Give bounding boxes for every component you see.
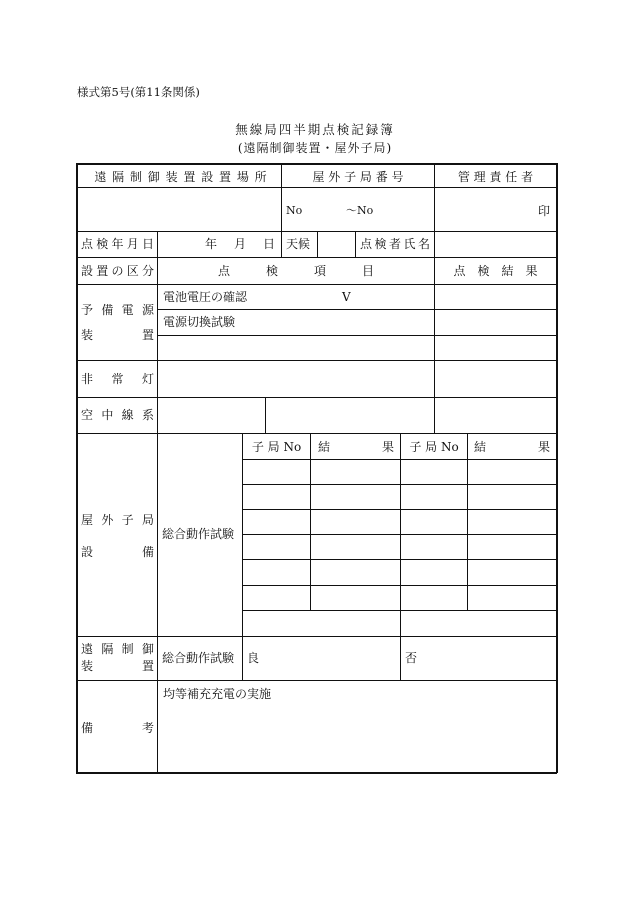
row-line	[76, 284, 557, 285]
row-line	[76, 360, 557, 361]
comprehensive-test-label: 総合動作試験	[162, 527, 235, 541]
col-line	[355, 231, 356, 257]
col-line	[467, 433, 468, 610]
result-header-2: 結 果	[474, 440, 550, 454]
remote-device-label-1: 遠 隔 制 御	[81, 642, 154, 656]
remarks-label: 備 考	[81, 721, 154, 735]
power-switch-item: 電源切換試験	[163, 315, 236, 329]
col-line	[157, 231, 158, 772]
row-line	[76, 636, 557, 637]
row-line	[76, 257, 557, 258]
row-line	[76, 397, 557, 398]
col-line	[317, 231, 318, 257]
row-line	[157, 309, 557, 310]
outdoor-equipment-label-2: 設 備	[81, 545, 154, 559]
inspection-result-header: 点 検 結 果	[453, 264, 538, 278]
inspection-date-label: 点検年月日	[81, 237, 154, 251]
row-line	[157, 335, 557, 336]
row-line	[76, 680, 557, 681]
seal-mark: 印	[538, 204, 551, 218]
document-subtitle: (遠隔制御装置・屋外子局)	[237, 141, 393, 155]
bad-label: 否	[405, 651, 418, 665]
antenna-system-label: 空 中 線 系	[81, 408, 154, 422]
emergency-light-label: 非 常 灯	[81, 372, 154, 386]
col-line	[310, 433, 311, 610]
remarks-text: 均等補充充電の実施	[163, 687, 272, 701]
table-border-left	[76, 163, 78, 773]
remote-device-label-2: 装 置	[81, 659, 154, 673]
inspection-items-header: 点 検 項 目	[217, 264, 374, 278]
col-line	[434, 163, 435, 433]
category-label: 設置の区分	[81, 264, 154, 278]
row-line	[76, 433, 557, 434]
month-label: 月	[234, 237, 247, 251]
col-line	[242, 433, 243, 680]
remote-test-label: 総合動作試験	[162, 651, 235, 665]
manager-header: 管 理 責 任 者	[457, 170, 534, 184]
volt-unit: V	[342, 290, 351, 304]
number-to-label: 〜No	[346, 204, 374, 217]
col-line	[265, 397, 266, 433]
good-label: 良	[247, 651, 260, 665]
outdoor-number-header: 屋 外 子 局 番 号	[312, 170, 404, 184]
inspector-label: 点検者氏名	[360, 237, 430, 251]
col-line	[400, 433, 401, 680]
weather-label: 天候	[286, 237, 311, 251]
table-border-right	[556, 163, 558, 773]
backup-power-label-2: 装 置	[81, 328, 154, 342]
backup-power-label-1: 予 備 電 源	[81, 303, 154, 317]
table-border-bottom	[76, 772, 557, 774]
result-header-1: 結 果	[318, 440, 394, 454]
row-line	[76, 187, 557, 188]
remote-location-header: 遠 隔 制 御 装 置 設 置 場 所	[94, 170, 268, 184]
number-from-label: No	[286, 204, 303, 217]
battery-check-item: 電池電圧の確認	[163, 290, 248, 304]
form-reference: 様式第5号(第11条関係)	[77, 85, 200, 99]
day-label: 日	[263, 237, 276, 251]
year-label: 年	[205, 237, 218, 251]
substation-no-header-2: 子 局 No	[409, 440, 459, 454]
substation-no-header-1: 子 局 No	[251, 440, 302, 454]
outdoor-equipment-label-1: 屋 外 子 局	[81, 513, 154, 527]
table-border-top	[76, 163, 557, 165]
document-title: 無線局四半期点検記録簿	[235, 122, 395, 137]
